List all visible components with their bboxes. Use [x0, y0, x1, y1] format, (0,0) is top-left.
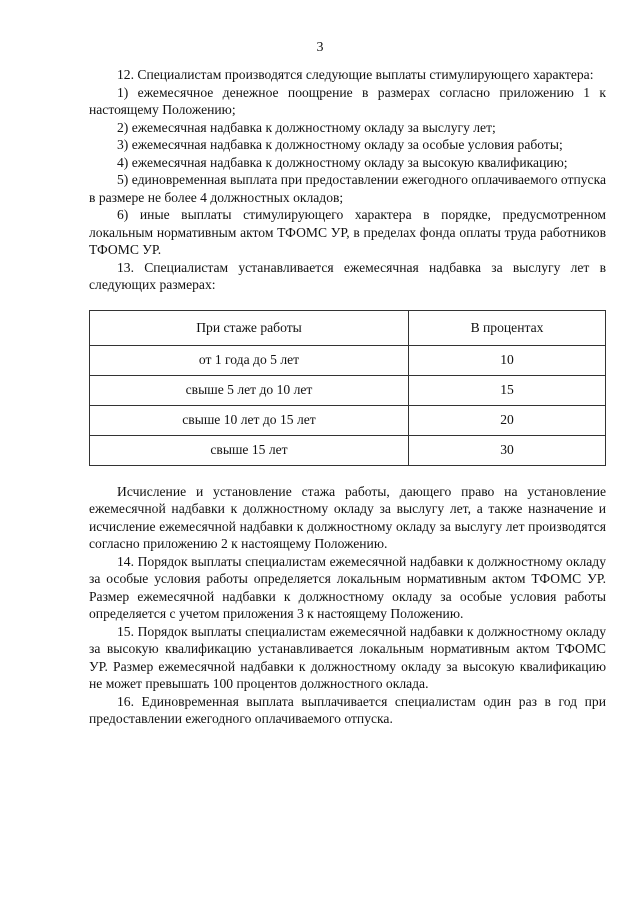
- header-percent: В процентах: [409, 310, 606, 345]
- paragraph-13: 13. Специалистам устанавливается ежемесячная надбавка за выслугу лет в следующих размерах:: [89, 259, 606, 292]
- cell-experience: свыше 15 лет: [90, 435, 409, 465]
- table-header-row: [90, 310, 606, 345]
- list-item-5: 5) единовременная выплата при предоставлении ежегодного оплачиваемого отпуска в размере не более 4 должностных окладов;: [89, 172, 606, 205]
- table-row: [90, 375, 606, 405]
- list-item-1: 1) ежемесячное денежное поощрение в размерах согласно приложению 1 к настоящему Положению;: [89, 84, 606, 117]
- paragraph-15: 15. Порядок выплаты специалистам ежемесячной надбавки к должностному окладу за высокую квалификацию устанавливается локальным нормативным актом ТФОМС УР. Размер ежемесячной надбавки к должностному окладу за высокую квалификацию не может превышать 100 процентов должностного оклада.: [89, 623, 606, 691]
- cell-experience: свыше 5 лет до 10 лет: [90, 375, 409, 405]
- page-number: 3: [316, 40, 324, 55]
- paragraph-seniority-calc: Исчисление и установление стажа работы, дающего право на установление ежемесячной надбавки к должностному окладу за выслугу лет, а также назначение и исчисление ежемесячной надбавки к должностному окладу за выслугу лет производятся согласно приложению 2 к настоящему Положению.: [89, 483, 606, 551]
- list-item-3: 3) ежемесячная надбавка к должностному окладу за особые условия работы;: [117, 137, 563, 152]
- cell-percent: 10: [409, 345, 606, 375]
- table-row: [90, 435, 606, 465]
- header-experience: При стаже работы: [90, 310, 409, 345]
- paragraph-14: 14. Порядок выплаты специалистам ежемесячной надбавки к должностному окладу за особые условия работы определяется локальным нормативным актом ТФОМС УР. Размер ежемесячной надбавки к должностному окладу за особые условия работы определяется с учетом приложения 3 к настоящему Положению.: [89, 553, 606, 621]
- paragraph-16: 16. Единовременная выплата выплачивается специалистам один раз в год при предоставлении ежегодного оплачиваемого отпуска.: [89, 693, 606, 726]
- paragraph-12: 12. Специалистам производятся следующие выплаты стимулирующего характера:: [117, 67, 594, 82]
- cell-experience: от 1 года до 5 лет: [90, 345, 409, 375]
- table-row: [90, 405, 606, 435]
- list-item-6: 6) иные выплаты стимулирующего характера в порядке, предусмотренном локальным нормативным актом ТФОМС УР, в пределах фонда оплаты труда работников ТФОМС УР.: [89, 207, 606, 257]
- table-row: [90, 345, 606, 375]
- seniority-table: [89, 310, 606, 466]
- cell-percent: 15: [409, 375, 606, 405]
- list-item-4: 4) ежемесячная надбавка к должностному окладу за высокую квалификацию;: [117, 154, 568, 170]
- document-body: [89, 66, 606, 728]
- cell-percent: 20: [409, 405, 606, 435]
- cell-percent: 30: [409, 435, 606, 465]
- cell-experience: свыше 10 лет до 15 лет: [90, 405, 409, 435]
- list-item-2: 2) ежемесячная надбавка к должностному окладу за выслугу лет;: [117, 119, 496, 135]
